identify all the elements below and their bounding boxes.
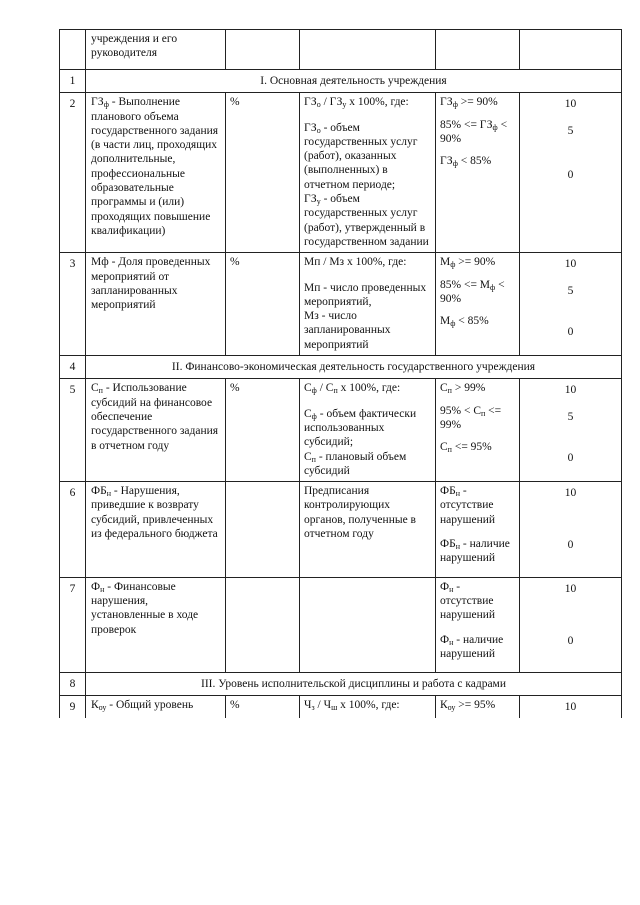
cell-criteria xyxy=(436,30,520,70)
cell-num: 8 xyxy=(60,673,86,696)
cell-indicator: $С_п$ - Использование субсидий на финансовое обеспечение государственного задания в отчетном году xyxy=(86,379,226,482)
table-row xyxy=(60,482,622,577)
cell-criteria: $К_{оу} >= 95\%$ xyxy=(436,696,520,718)
cell-unit xyxy=(226,30,300,70)
cell-unit xyxy=(226,482,300,577)
table-row xyxy=(60,696,622,718)
section-row xyxy=(60,70,622,93)
cell-formula: $ГЗ_о / ГЗ_у$ x 100%, где: $ГЗ_о$ - объем государственных услуг (работ), оказанных (выполненных) в отчетном периоде; $ГЗ_у$ - объем государственных услуг (работ), утвержденный в государственном задании xyxy=(300,93,436,253)
cell-formula xyxy=(300,30,436,70)
table-row xyxy=(60,253,622,356)
section-title: I. Основная деятельность учреждения xyxy=(86,70,622,93)
cell-indicator: Мф - Доля проведенных мероприятий от запланированных мероприятий xyxy=(86,253,226,356)
cell-formula: Предписания контролирующих органов, полученные в отчетном году xyxy=(300,482,436,577)
table-row xyxy=(60,93,622,253)
cell-num: 5 xyxy=(60,379,86,482)
cell-criteria: $М_ф >= 90\%$ $85\% <= М_ф < 90\%$ $М_ф < 85\%$ xyxy=(436,253,520,356)
cell-num: 3 xyxy=(60,253,86,356)
section-title: III. Уровень исполнительской дисциплины и работа с кадрами xyxy=(86,673,622,696)
cell-indicator: $ФБ_н$ - Нарушения, приведшие к возврату субсидий, привлеченных из федерального бюджета xyxy=(86,482,226,577)
cell-num: 6 xyxy=(60,482,86,577)
cell-criteria: $ГЗ_ф >= 90\%$ $85\% <= ГЗ_ф < 90\%$ $ГЗ_ф < 85\%$ xyxy=(436,93,520,253)
cell-num: 7 xyxy=(60,577,86,672)
cell-indicator: $ГЗ_ф$ - Выполнение планового объема государственного задания (в части лиц, проходящих дополнительные, профессиональные образовательные программы и (или) проходящих повышение квалификации) xyxy=(86,93,226,253)
cell-indicator: $Ф_н$ - Финансовые нарушения, установленные в ходе проверок xyxy=(86,577,226,672)
cell-points: 10 xyxy=(520,696,622,718)
criteria-table xyxy=(59,29,622,718)
cell-unit: % xyxy=(226,93,300,253)
cell-formula: Мп / Мз x 100%, где: Мп - число проведенных мероприятий, Мз - число запланированных мероприятий xyxy=(300,253,436,356)
section-row xyxy=(60,673,622,696)
cell-criteria: $Ф_н$ - отсутствие нарушений $Ф_н$ - наличие нарушений xyxy=(436,577,520,672)
cell-points: 10 5 0 xyxy=(520,253,622,356)
cell-num: 1 xyxy=(60,70,86,93)
cell-indicator: $К_{оу}$ - Общий уровень xyxy=(86,696,226,718)
section-row xyxy=(60,356,622,379)
cell-formula: $Ч_з / Ч_ш$ x 100%, где: xyxy=(300,696,436,718)
table-row xyxy=(60,30,622,70)
cell-unit: % xyxy=(226,696,300,718)
cell-num xyxy=(60,30,86,70)
cell-indicator: учреждения и его руководителя xyxy=(86,30,226,70)
cell-criteria: $С_п > 99\%$ $95\% < С_п <= 99\%$ $С_п <= 95\%$ xyxy=(436,379,520,482)
cell-num: 9 xyxy=(60,696,86,718)
cell-points: 10 0 xyxy=(520,577,622,672)
cell-num: 4 xyxy=(60,356,86,379)
cell-num: 2 xyxy=(60,93,86,253)
cell-points: 10 0 xyxy=(520,482,622,577)
table-row xyxy=(60,577,622,672)
cell-unit: % xyxy=(226,253,300,356)
cell-points xyxy=(520,30,622,70)
cell-unit: % xyxy=(226,379,300,482)
cell-formula: $С_ф / С_п$ x 100%, где: $С_ф$ - объем фактически использованных субсидий; $С_п$ - плановый объем субсидий xyxy=(300,379,436,482)
cell-points: 10 5 0 xyxy=(520,379,622,482)
cell-formula xyxy=(300,577,436,672)
section-title: II. Финансово-экономическая деятельность государственного учреждения xyxy=(86,356,622,379)
cell-points: 10 5 0 xyxy=(520,93,622,253)
cell-unit xyxy=(226,577,300,672)
cell-criteria: $ФБ_н$ - отсутствие нарушений $ФБ_н$ - наличие нарушений xyxy=(436,482,520,577)
table-row xyxy=(60,379,622,482)
